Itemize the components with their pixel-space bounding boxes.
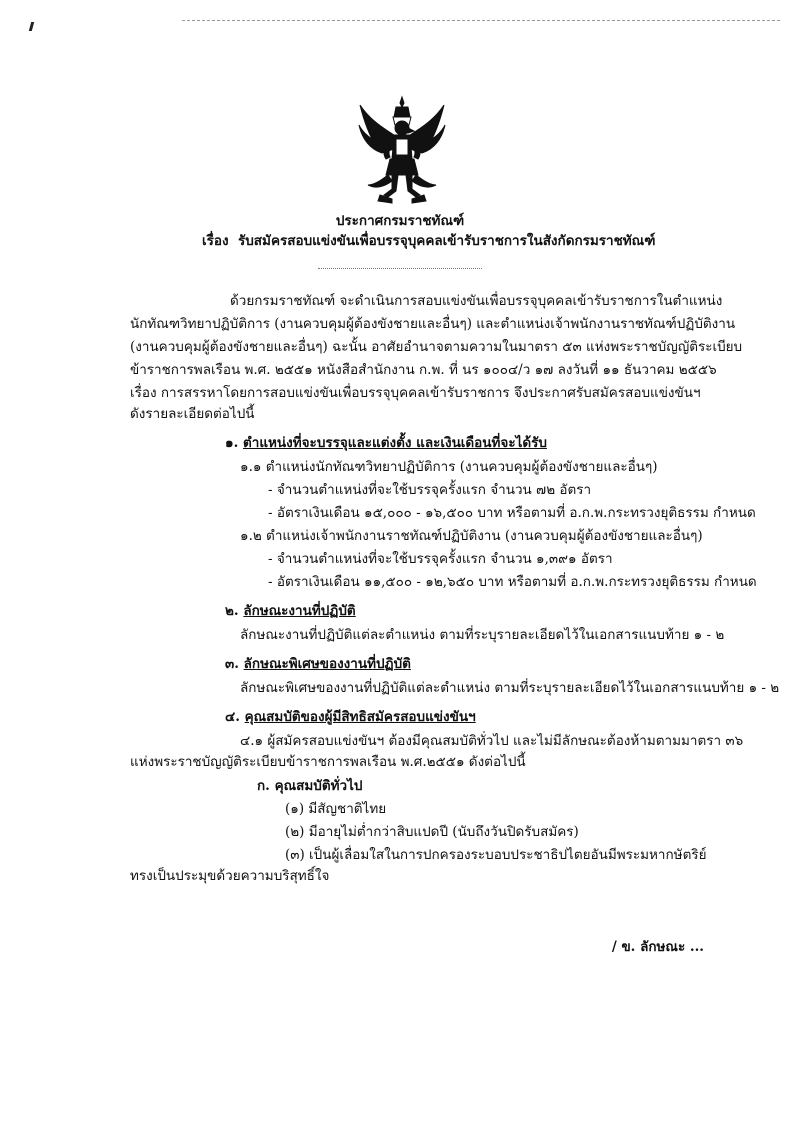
section4-item-4-1-line1: ๔.๑ ผู้สมัครสอบแข่งขันฯ ต้องมีคุณสมบัติทั่วไป และไม่มีลักษณะต้องห้ามตามมาตรา ๓๖: [240, 733, 744, 749]
intro-line: เรื่อง การสรรหาโดยการสอบแข่งขันเพื่อบรรจุบุคคลเข้ารับราชการ จึงประกาศรับสมัครสอบแข่งขันฯ: [130, 385, 701, 401]
intro-line: นักทัณฑวิทยาปฏิบัติการ (งานควบคุมผู้ต้องขังชายและอื่นๆ) และตำแหน่งเจ้าพนักงานราชทัณฑ์ปฏิบัติงาน: [130, 316, 736, 332]
announcement-title: ประกาศกรมราชทัณฑ์: [335, 213, 465, 229]
section3-heading: [225, 655, 411, 673]
section4-title: คุณสมบัติของผู้มีสิทธิสมัครสอบแข่งขันฯ: [244, 709, 476, 725]
section1-title: ตำแหน่งที่จะบรรจุและแต่งตั้ง และเงินเดือนที่จะได้รับ: [242, 435, 547, 451]
section4-heading: [225, 708, 476, 726]
subject-text: รับสมัครสอบแข่งขันเพื่อบรรจุบุคคลเข้ารับราชการในสังกัดกรมราชทัณฑ์: [237, 233, 656, 249]
section1-item-1-2-salary: - อัตราเงินเดือน ๑๑,๕๐๐ - ๑๒,๖๕๐ บาท หรือตามที่ อ.ก.พ.กระทรวงยุติธรรม กำหนด: [268, 574, 757, 590]
subject-label: เรื่อง: [202, 233, 229, 249]
section1-item-1-1: ๑.๑ ตำแหน่งนักทัณฑวิทยาปฏิบัติการ (งานควบคุมผู้ต้องขังชายและอื่นๆ): [240, 459, 658, 475]
section3-number: ๓.: [225, 656, 239, 672]
title-divider: [318, 268, 482, 269]
section4-number: ๔.: [225, 709, 240, 725]
intro-line: (งานควบคุมผู้ต้องขังชายและอื่นๆ) ฉะนั้น อาศัยอำนาจตามความในมาตรา ๕๓ แห่งพระราชบัญญัติระเบียบ: [130, 339, 743, 355]
intro-line: ด้วยกรมราชทัณฑ์ จะดำเนินการสอบแข่งขันเพื่อบรรจุบุคคลเข้ารับราชการในตำแหน่ง: [230, 293, 723, 309]
section1-heading: [225, 434, 547, 452]
section2-body: ลักษณะงานที่ปฏิบัติแต่ละตำแหน่ง ตามที่ระบุรายละเอียดไว้ในเอกสารแนบท้าย ๑ - ๒: [240, 627, 725, 643]
page-continuation: / ข. ลักษณะ ...: [611, 939, 704, 955]
qualification-item-3-line2: ทรงเป็นประมุขด้วยความบริสุทธิ์ใจ: [130, 868, 330, 884]
section3-title: ลักษณะพิเศษของงานที่ปฏิบัติ: [243, 656, 411, 672]
section2-title: ลักษณะงานที่ปฏิบัติ: [243, 603, 356, 619]
section1-item-1-1-count: - จำนวนตำแหน่งที่จะใช้บรรจุครั้งแรก จำนวน ๗๒ อัตรา: [268, 482, 592, 498]
intro-line: ข้าราชการพลเรือน พ.ศ. ๒๕๕๑ หนังสือสำนักงาน ก.พ. ที่ นร ๑๐๐๔/ว ๑๗ ลงวันที่ ๑๑ ธันวาคม ๒๕๕๖: [130, 362, 717, 378]
section2-number: ๒.: [225, 603, 239, 619]
intro-line: ดังรายละเอียดต่อไปนี้: [130, 406, 255, 422]
section2-heading: [225, 602, 356, 620]
scan-mark: [29, 22, 34, 31]
subject-line: [202, 232, 655, 250]
section1-item-1-2: ๑.๒ ตำแหน่งเจ้าพนักงานราชทัณฑ์ปฏิบัติงาน (งานควบคุมผู้ต้องขังชายและอื่นๆ): [240, 528, 703, 544]
section1-item-1-2-count: - จำนวนตำแหน่งที่จะใช้บรรจุครั้งแรก จำนวน ๑,๓๙๑ อัตรา: [268, 551, 613, 567]
qualification-item-2: (๒) มีอายุไม่ต่ำกว่าสิบแปดปี (นับถึงวันปิดรับสมัคร): [285, 824, 579, 840]
qualification-item-1: (๑) มีสัญชาติไทย: [285, 801, 387, 817]
garuda-emblem: [358, 95, 446, 207]
section1-number: ๑.: [225, 435, 239, 451]
section3-body: ลักษณะพิเศษของงานที่ปฏิบัติแต่ละตำแหน่ง ตามที่ระบุรายละเอียดไว้ในเอกสารแนบท้าย ๑ - ๒: [240, 680, 780, 696]
top-scan-border: [182, 20, 780, 21]
section1-item-1-1-salary: - อัตราเงินเดือน ๑๕,๐๐๐ - ๑๖,๕๐๐ บาท หรือตามที่ อ.ก.พ.กระทรวงยุติธรรม กำหนด: [268, 505, 756, 521]
qualification-item-3-line1: (๓) เป็นผู้เลื่อมใสในการปกครองระบอบประชาธิปไตยอันมีพระมหากษัตริย์: [285, 847, 707, 863]
section4-sub-a: ก. คุณสมบัติทั่วไป: [257, 778, 363, 794]
section4-item-4-1-line2: แห่งพระราชบัญญัติระเบียบข้าราชการพลเรือน พ.ศ.๒๕๕๑ ดังต่อไปนี้: [130, 754, 526, 770]
